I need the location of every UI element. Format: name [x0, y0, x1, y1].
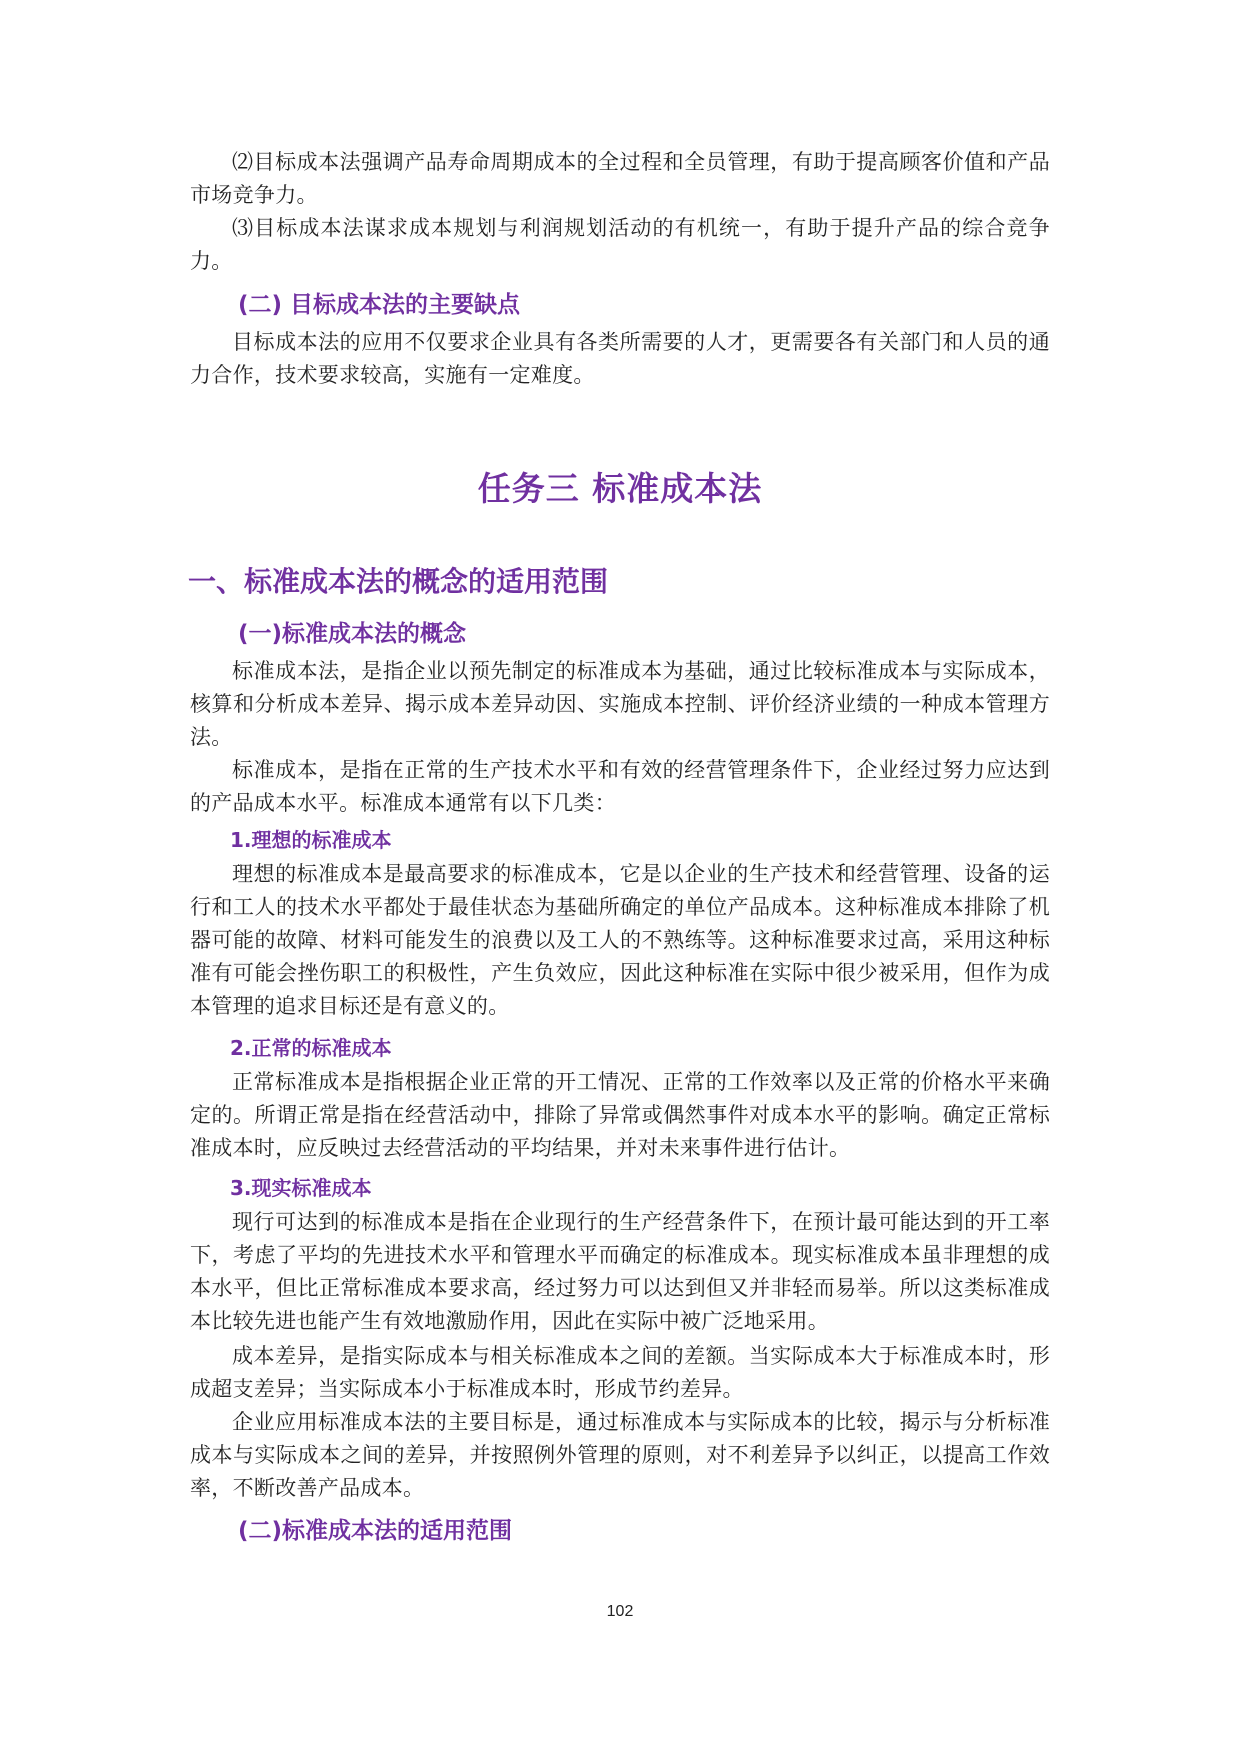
paragraph-advantage-2: ⑵目标成本法强调产品寿命周期成本的全过程和全员管理，有助于提高顾客价值和产品市场竞争力。	[190, 150, 1050, 207]
task-title: 任务三 标准成本法	[477, 469, 763, 508]
page-number: 102	[606, 1603, 634, 1620]
heading-ideal-standard-cost: 1.理想的标准成本	[230, 828, 392, 852]
heading-disadvantages: (二) 目标成本法的主要缺点	[238, 292, 521, 318]
paragraph-advantage-3: ⑶目标成本法谋求成本规划与利润规划活动的有机统一，有助于提升产品的综合竞争力。	[190, 216, 1050, 273]
paragraph-normal-standard-cost: 正常标准成本是指根据企业正常的开工情况、正常的工作效率以及正常的价格水平来确定的。所谓正常是指在经营活动中，排除了异常或偶然事件对成本水平的影响。确定正常标准成本时，应反映过去经营活动的平均结果，并对未来事件进行估计。	[190, 1070, 1050, 1160]
paragraph-main-objective: 企业应用标准成本法的主要目标是，通过标准成本与实际成本的比较，揭示与分析标准成本与实际成本之间的差异，并按照例外管理的原则，对不利差异予以纠正，以提高工作效率，不断改善产品成本。	[190, 1410, 1050, 1500]
section-heading-one: 一、标准成本法的概念的适用范围	[188, 565, 609, 598]
heading-concept: (一)标准成本法的概念	[238, 621, 467, 647]
paragraph-disadvantages: 目标成本法的应用不仅要求企业具有各类所需要的人才，更需要各有关部门和人员的通力合作，技术要求较高，实施有一定难度。	[190, 330, 1050, 387]
heading-scope: (二)标准成本法的适用范围	[238, 1518, 513, 1544]
paragraph-standard-cost-definition: 标准成本，是指在正常的生产技术水平和有效的经营管理条件下，企业经过努力应达到的产品成本水平。标准成本通常有以下几类：	[190, 758, 1050, 815]
paragraph-cost-variance: 成本差异，是指实际成本与相关标准成本之间的差额。当实际成本大于标准成本时，形成超支差异；当实际成本小于标准成本时，形成节约差异。	[190, 1344, 1050, 1401]
paragraph-ideal-standard-cost: 理想的标准成本是最高要求的标准成本，它是以企业的生产技术和经营管理、设备的运行和工人的技术水平都处于最佳状态为基础所确定的单位产品成本。这种标准成本排除了机器可能的故障、材料可能发生的浪费以及工人的不熟练等。这种标准要求过高，采用这种标准有可能会挫伤职工的积极性，产生负效应，因此这种标准在实际中很少被采用，但作为成本管理的追求目标还是有意义的。	[190, 862, 1050, 1018]
heading-realistic-standard-cost: 3.现实标准成本	[230, 1176, 372, 1200]
paragraph-realistic-standard-cost: 现行可达到的标准成本是指在企业现行的生产经营条件下，在预计最可能达到的开工率下，考虑了平均的先进技术水平和管理水平而确定的标准成本。现实标准成本虽非理想的成本水平，但比正常标准成本要求高，经过努力可以达到但又并非轻而易举。所以这类标准成本比较先进也能产生有效地激励作用，因此在实际中被广泛地采用。	[190, 1210, 1050, 1333]
heading-normal-standard-cost: 2.正常的标准成本	[230, 1036, 392, 1060]
paragraph-concept-definition: 标准成本法，是指企业以预先制定的标准成本为基础，通过比较标准成本与实际成本，核算和分析成本差异、揭示成本差异动因、实施成本控制、评价经济业绩的一种成本管理方法。	[190, 659, 1050, 749]
